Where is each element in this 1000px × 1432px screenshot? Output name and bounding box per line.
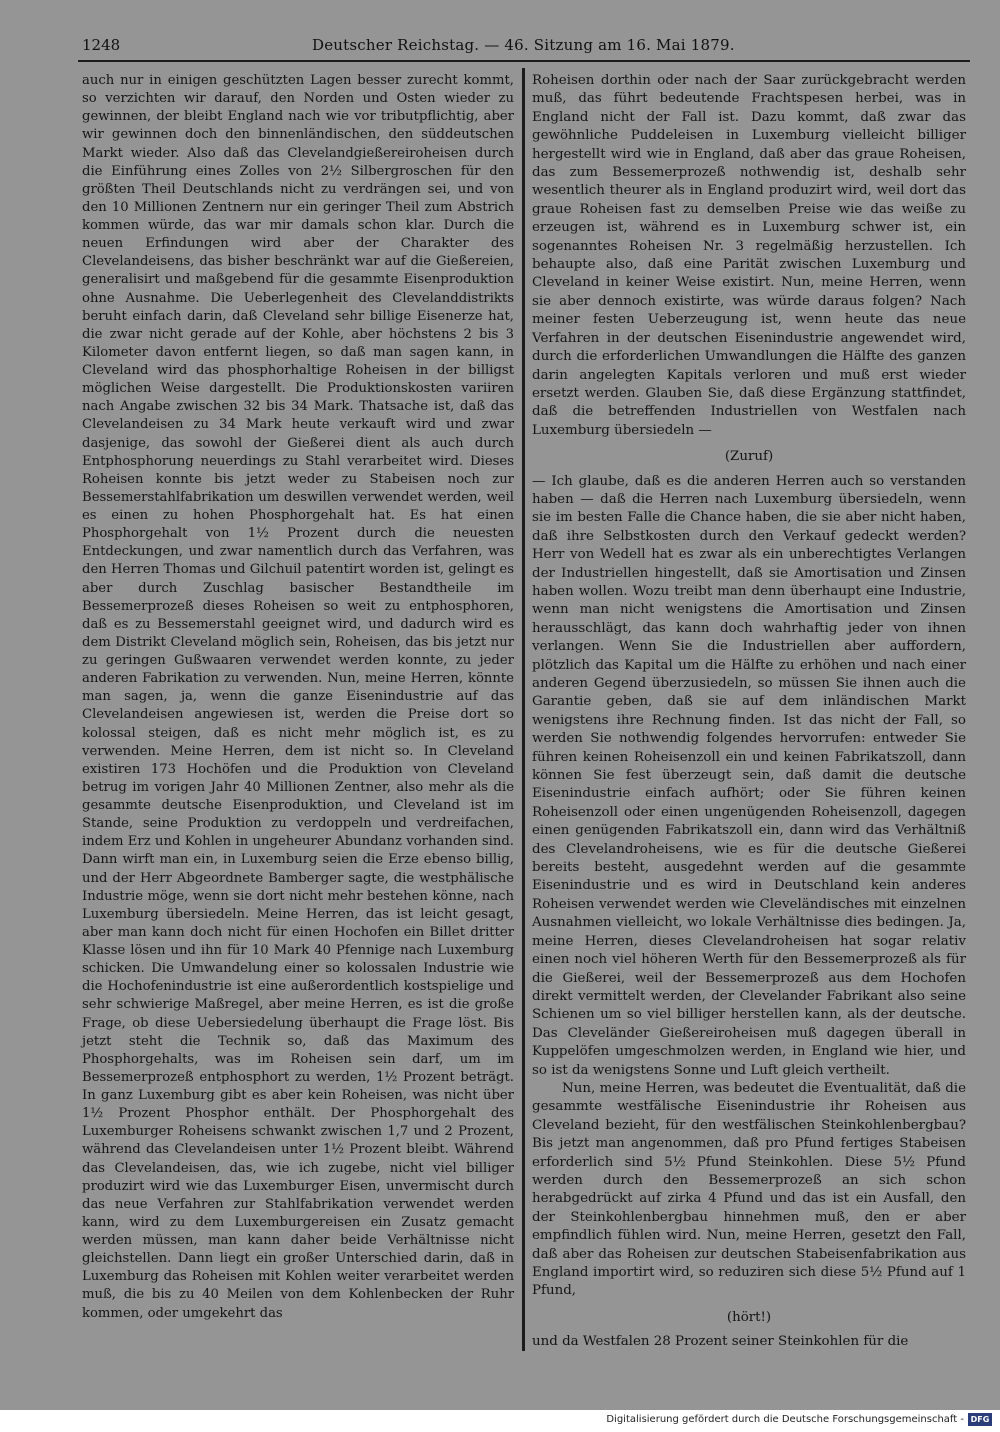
dfg-logo: DFG [968, 1413, 992, 1426]
paragraph-2: — Ich glaube, daß es die anderen Herren auch so verstanden haben — daß die Herren nach Luxemburg übersiedeln, wenn sie im besten Falle die Chance haben, die sie aber nicht haben, daß ihre Selbstkosten durch den Verkauf gedeckt werden? Herr von Wedell hat es zwar als ein unberechtigtes Verlangen der Industriellen hingestellt, daß sie Amortisation und Zinsen haben wollen. Wozu treibt man denn überhaupt eine Industrie, wenn man nicht wenigstens die Amortisation und Zinsen herausschlägt, das kann doch wahrhaftig jeder von ihnen verlangen. Wenn Sie die Industriellen aber auffordern, plötzlich das Kapital um die Hälfte zu erhöhen und nach einer anderen Gegend überzusiedeln, so müssen Sie ihnen auch die Garantie geben, daß sie auf dem inländischen Markt wenigstens ihre Rechnung finden. Ist das nicht der Fall, so werden Sie nothwendig folgendes hervorrufen: entweder Sie führen keinen Roheisenzoll ein und keinen Fabrikatszoll, dann können Sie fest überzeugt sein, daß damit die deutsche Eisenindustrie einfach aufhört; oder Sie führen keinen Roheisenzoll oder einen ungenügenden Roheisenzoll, dagegen einen genügenden Fabrikatszoll ein, dann wird das Verhältniß des Clevelandroheisens, wie es für die deutsche Gießerei bereits besteht, ausgedehnt werden auf die gesammte Eisenindustrie und es wird in Deutschland kein anderes Roheisen verwendet werden wie Cleveländisches mit einzelnen Ausnahmen vielleicht, wo lokale Verhältnisse dies bedingen. Ja, meine Herren, dieses Clevelandroheisen hat sogar relativ einen noch viel höheren Werth für den Bessemerprozeß als für die Gießerei, weil der Bessemerprozeß aus dem Hochofen direkt vermittelt werden, der Clevelander Fabrikant also seine Schienen um so viel billiger herstellen kann, als der deutsche. Das Cleveländer Gießereiroheisen muß dagegen überall in Kuppelöfen umgeschmolzen werden, in England wie hier, und so ist da wenigstens Sonne und Luft gleich vertheilt. [532, 473, 966, 1078]
interjection-zuruf: (Zuruf) [724, 449, 774, 465]
left-column-text: auch nur in einigen geschützten Lagen besser zurecht kommt, so verzichten wir darauf, den Norden und Osten wieder zu gewinnen, der bleibt England nach wie vor tributpflichtig, aber wir gewinnen doch den binnenländischen, den süddeutschen Markt wieder. Also daß das Clevelandgießereiroheisen durch die Einführung eines Zolles von 2½ Silbergroschen für den größten Theil Deutschlands nicht zu verdrängen sei, und von den 10 Millionen Zentnern nur ein geringer Theil zum Abstrich kommen würde, das war mir damals schon klar. Durch die neuen Erfindungen wird aber der Charakter des Clevelandeisens, das bisher beschränkt war auf die Gießereien, generalisirt und maßgebend für die gesammte Eisenproduktion ohne Ausnahme. Die Ueberlegenheit des Clevelanddistrikts beruht einfach darin, daß Cleveland sehr billige Eisenerze hat, die zwar nicht gerade auf der Kohle, aber höchstens 2 bis 3 Kilometer davon entfernt liegen, so daß man sagen kann, in Cleveland wird das phosphorhaltige Roheisen in der billigst möglichen Weise dargestellt. Die Produktionskosten variiren nach Angabe zwischen 32 bis 34 Mark. Thatsache ist, daß das Clevelandeisen zu 34 Mark heute verkauft wird und zwar dasjenige, das sowohl der Gießerei dient als auch durch Entphosphorung neuerdings zu Stahl verarbeitet wird. Dieses Roheisen konnte bis jetzt weder zu Stabeisen noch zur Bessemerstahlfabrikation um deswillen verwendet werden, weil es einen zu hohen Phosphorgehalt hat. Es hat einen Phosphorgehalt von 1½ Prozent durch die neuesten Entdeckungen, und zwar namentlich durch das Verfahren, was den Herren Thomas und Gilchuil patentirt worden ist, gelingt es aber durch Zuschlag basischer Bestandtheile im Bessemerprozeß dieses Roheisen so weit zu entphosphoren, daß es zu Bessemerstahl geeignet wird, und dadurch wird es dem Distrikt Cleveland möglich sein, Roheisen, das bis jetzt nur zu geringen Gußwaaren verwendet werden konnte, zu jeder anderen Fabrikation zu verwenden. Nun, meine Herren, könnte man sagen, ja, wenn die ganze Eisenindustrie auf das Clevelandeisen angewiesen ist, werden die Preise dort so kolossal steigen, daß es nicht mehr möglich ist, es zu verwenden. Meine Herren, dem ist nicht so. In Cleveland existiren 173 Hochöfen und die Produktion von Cleveland betrug im vorigen Jahr 40 Millionen Zentner, also mehr als die gesammte deutsche Eisenproduktion, und Cleveland ist im Stande, seine Produktion zu verdoppeln und verdreifachen, indem Erz und Kohlen in ungeheurer Abundanz vorhanden sind. Dann wirft man ein, in Luxemburg seien die Erze ebenso billig, und der Herr Abgeordnete Bamberger sagte, die westphälische Industrie möge, wenn sie dort nicht mehr bestehen könne, nach Luxemburg übersiedeln. Meine Herren, das ist leicht gesagt, aber man kann doch nicht für einen Hochofen ein Billet dritter Klasse lösen und ihn für 10 Mark 40 Pfennige nach Luxemburg schicken. Die Umwandelung einer so kolossalen Industrie wie die Hochofenindustrie ist eine außerordentlich kostspielige und sehr schwierige Maßregel, aber meine Herren, es ist die große Frage, ob diese Uebersiedelung überhaupt die Frage löst. Bis jetzt steht die Technik so, daß das Maximum des Phosphorgehalts, was im Roheisen sein darf, um im Bessemerprozeß entphosphort zu werden, 1½ Prozent beträgt. In ganz Luxemburg gibt es aber kein Roheisen, was nicht über 1½ Prozent Phosphor enthält. Der Phosphorgehalt des Luxemburger Roheisens schwankt zwischen 1,7 und 2 Prozent, während das Clevelandeisen unter 1½ Prozent bleibt. Während das Clevelandeisen, das, wie ich zugebe, nicht viel billiger produzirt wird wie das Luxemburger Eisen, unvermischt durch das neue Verfahren zur Stahlfabrikation verwendet werden kann, wird zu dem Luxemburgereisen ein Zusatz gemacht werden müssen, man kann daher beide Verhältnisse nicht gleichstellen. Dann liegt ein großer Unterschied darin, daß in Luxemburg das Roheisen mit Kohlen weiter verarbeitet werden muß, die bis zu 40 Meilen von dem Kohlenbecken der Ruhr kommen, oder umgekehrt das [82, 73, 514, 1321]
column-rule [522, 68, 525, 1351]
left-column [82, 72, 514, 1323]
header-rule [78, 60, 970, 62]
funding-credit: Digitalisierung gefördert durch die Deutsche Forschungsgemeinschaft - [606, 1414, 964, 1425]
paragraph-3: Nun, meine Herren, was bedeutet die Eventualität, daß die gesammte westfälische Eisenindustrie ihr Roheisen aus Cleveland bezieht, für den westfälischen Steinkohlenbergbau? Bis jetzt man angenommen, daß pro Pfund fertiges Stabeisen erforderlich sind 5½ Pfund Steinkohlen. Diese 5½ Pfund werden durch den Bessemerprozeß an sich schon herabgedrückt auf zirka 4 Pfund und das ist ein Ausfall, den der Steinkohlenbergbau hinnehmen muß, den er aber empfindlich fühlen wird. Nun, meine Herren, gesetzt den Fall, daß aber das Roheisen zur deutschen Stabeisenfabrikation aus England importirt wird, so reduziren sich diese 5½ Pfund auf 1 Pfund, [532, 1080, 966, 1299]
running-header [82, 36, 968, 58]
right-column [532, 72, 966, 1352]
page-number: 1248 [82, 36, 121, 54]
interjection-hoert: (hört!) [726, 1309, 772, 1325]
header-title: Deutscher Reichstag. — 46. Sitzung am 16. Mai 1879. [312, 36, 735, 54]
footer-bar [0, 1410, 1000, 1432]
paragraph-4: und da Westfalen 28 Prozent seiner Steinkohlen für die [532, 1334, 909, 1350]
paragraph-1: Roheisen dorthin oder nach der Saar zurückgebracht werden muß, das führt bedeutende Frachtspesen herbei, was in England nicht der Fall ist. Dazu kommt, daß zwar das gewöhnliche Puddeleisen in Luxemburg vielleicht billiger hergestellt wird wie in England, daß aber das graue Roheisen, das zum Bessemerprozeß nothwendig ist, deshalb sehr wesentlich theurer als in England produzirt wird, weil dort das graue Roheisen fast zu demselben Preise wie das weiße zu erzeugen ist, während es in Luxemburg schwer ist, ein sogenanntes Roheisen Nr. 3 regelmäßig herzustellen. Ich behaupte also, daß eine Parität zwischen Luxemburg und Cleveland in keiner Weise existirt. Nun, meine Herren, wenn sie aber dennoch existirte, was würde daraus folgen? Nach meiner festen Ueberzeugung ist, wenn heute das neue Verfahren in der deutschen Eisenindustrie angewendet wird, durch die erforderlichen Umwandlungen die Hälfte des ganzen darin angelegten Kapitals verloren und muß erst wieder ersetzt werden. Glauben Sie, daß diese Ergänzung stattfindet, daß die betreffenden Industriellen von Westfalen nach Luxemburg übersiedeln — [532, 73, 966, 438]
